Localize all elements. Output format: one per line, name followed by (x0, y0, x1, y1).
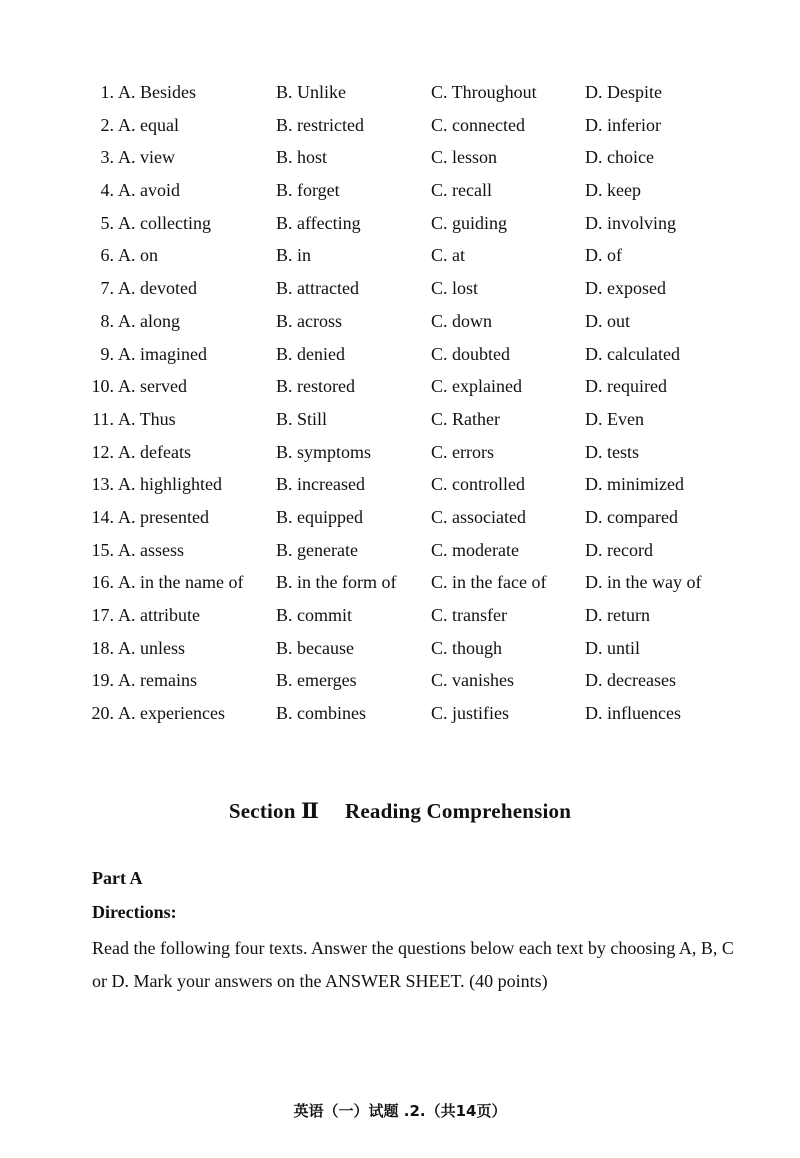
option-c: C. associated (431, 506, 526, 527)
question-number: 13. (91, 474, 114, 495)
option-b: B. in the form of (276, 572, 397, 593)
option-b: B. commit (276, 605, 352, 625)
option-b: B. Still (276, 408, 328, 429)
question-number: 2. (100, 114, 114, 135)
question-row (0, 534, 800, 567)
option-b: B. Unlike (276, 82, 346, 102)
part-title: Part A (92, 868, 143, 888)
section-label: Section Ⅱ (228, 799, 319, 823)
option-a: A. view (118, 147, 175, 168)
option-d: D. in the way of (585, 572, 702, 593)
section-title: Reading Comprehension (344, 799, 572, 823)
question-number: 5. (100, 212, 114, 233)
option-c: C. moderate (431, 539, 519, 560)
option-c: C. in the face of (431, 572, 547, 593)
option-d: D. exposed (585, 278, 666, 299)
answer-options-list (0, 76, 800, 730)
question-number: 11. (92, 408, 114, 429)
question-row (0, 566, 800, 599)
question-row (0, 174, 800, 207)
question-row (0, 338, 800, 371)
option-d: D. involving (585, 212, 677, 233)
option-c: C. at (431, 245, 465, 266)
option-b: B. forget (276, 180, 340, 201)
option-a: A. defeats (118, 441, 191, 462)
question-number: 9. (100, 343, 114, 364)
option-c: C. transfer (431, 605, 507, 625)
option-b: B. generate (276, 539, 358, 560)
question-number: 7. (100, 278, 114, 299)
option-c: C. justifies (431, 703, 510, 724)
option-c: C. lesson (431, 147, 498, 168)
option-a: A. in the name of (118, 572, 244, 593)
option-a: A. highlighted (118, 474, 222, 495)
option-c: C. guiding (431, 212, 508, 233)
question-number: 17. (91, 605, 114, 625)
option-b: B. symptoms (276, 441, 372, 462)
option-a: A. Besides (118, 82, 196, 102)
option-a: A. devoted (118, 278, 197, 299)
option-b: B. attracted (276, 278, 359, 299)
question-row (0, 664, 800, 697)
option-b: B. denied (276, 343, 345, 364)
option-d: D. inferior (585, 114, 661, 135)
option-a: A. presented (118, 506, 209, 527)
option-d: D. compared (585, 506, 678, 527)
question-row (0, 599, 800, 632)
option-d: D. tests (585, 441, 639, 462)
option-b: B. host (276, 147, 328, 168)
option-c: C. lost (431, 278, 479, 299)
section-heading (0, 798, 800, 824)
option-b: B. combines (276, 703, 366, 724)
question-row (0, 272, 800, 305)
question-row (0, 141, 800, 174)
option-a: A. assess (118, 539, 184, 560)
option-c: C. controlled (431, 474, 525, 495)
option-b: B. emerges (276, 670, 357, 691)
question-number: 20. (91, 703, 114, 724)
option-a: A. equal (118, 114, 179, 135)
option-d: D. decreases (585, 670, 676, 691)
option-c: C. errors (431, 441, 494, 462)
question-row (0, 239, 800, 272)
option-c: C. Throughout (431, 82, 537, 102)
question-number: 6. (100, 245, 114, 266)
option-d: D. until (585, 637, 641, 658)
option-a: A. on (118, 245, 158, 266)
option-b: B. affecting (276, 212, 361, 233)
option-c: C. connected (431, 114, 525, 135)
question-number: 19. (91, 670, 114, 691)
option-c: C. vanishes (431, 670, 514, 691)
question-number: 8. (100, 310, 114, 331)
option-b: B. restored (276, 376, 355, 397)
question-number: 15. (91, 539, 114, 560)
option-d: D. required (585, 376, 667, 397)
question-row (0, 76, 800, 109)
option-d: D. Despite (585, 82, 662, 102)
question-row (0, 305, 800, 338)
option-d: D. of (585, 245, 622, 266)
question-number: 16. (91, 572, 114, 593)
option-d: D. record (585, 539, 653, 560)
option-c: C. though (431, 637, 503, 658)
option-c: C. explained (431, 376, 522, 397)
directions-label: Directions: (92, 902, 177, 922)
option-a: A. imagined (118, 343, 207, 364)
option-a: A. unless (118, 637, 185, 658)
question-row (0, 109, 800, 142)
question-number: 10. (91, 376, 114, 397)
option-c: C. doubted (431, 343, 510, 364)
question-row (0, 403, 800, 436)
option-d: D. keep (585, 180, 641, 201)
option-b: B. restricted (276, 114, 364, 135)
option-b: B. in (276, 245, 312, 266)
option-d: D. Even (585, 408, 644, 429)
option-a: A. avoid (118, 180, 180, 201)
question-number: 4. (100, 180, 114, 201)
question-row (0, 370, 800, 403)
question-row (0, 501, 800, 534)
option-d: D. calculated (585, 343, 680, 364)
page-footer: 英语（一）试题 .2.（共14页） (293, 1102, 507, 1120)
question-number: 1. (100, 82, 114, 102)
question-row (0, 207, 800, 240)
question-row (0, 436, 800, 469)
option-a: A. served (118, 376, 187, 397)
question-number: 14. (91, 506, 114, 527)
option-b: B. equipped (276, 506, 363, 527)
option-a: A. collecting (118, 212, 211, 233)
question-number: 18. (91, 637, 114, 658)
question-row (0, 468, 800, 501)
option-c: C. recall (431, 180, 492, 201)
option-d: D. out (585, 310, 630, 331)
option-a: A. remains (118, 670, 197, 691)
option-b: B. because (276, 637, 354, 658)
option-b: B. across (276, 310, 342, 331)
question-number: 3. (100, 147, 114, 168)
option-b: B. increased (276, 474, 365, 495)
option-d: D. return (585, 605, 650, 625)
option-a: A. attribute (118, 605, 200, 625)
directions-text: Read the following four texts. Answer the questions below each text by choosing A, B, C or D. Mark your answers on the ANSWER SHEET. (40 points) (92, 938, 734, 991)
question-number: 12. (91, 441, 114, 462)
question-row (0, 632, 800, 665)
question-row (0, 697, 800, 730)
option-d: D. choice (585, 147, 654, 168)
option-d: D. minimized (585, 474, 684, 495)
option-c: C. down (431, 310, 493, 331)
option-a: A. along (118, 310, 180, 331)
option-a: A. experiences (118, 703, 225, 724)
option-a: A. Thus (118, 408, 176, 429)
option-d: D. influences (585, 703, 681, 724)
option-c: C. Rather (431, 408, 500, 429)
